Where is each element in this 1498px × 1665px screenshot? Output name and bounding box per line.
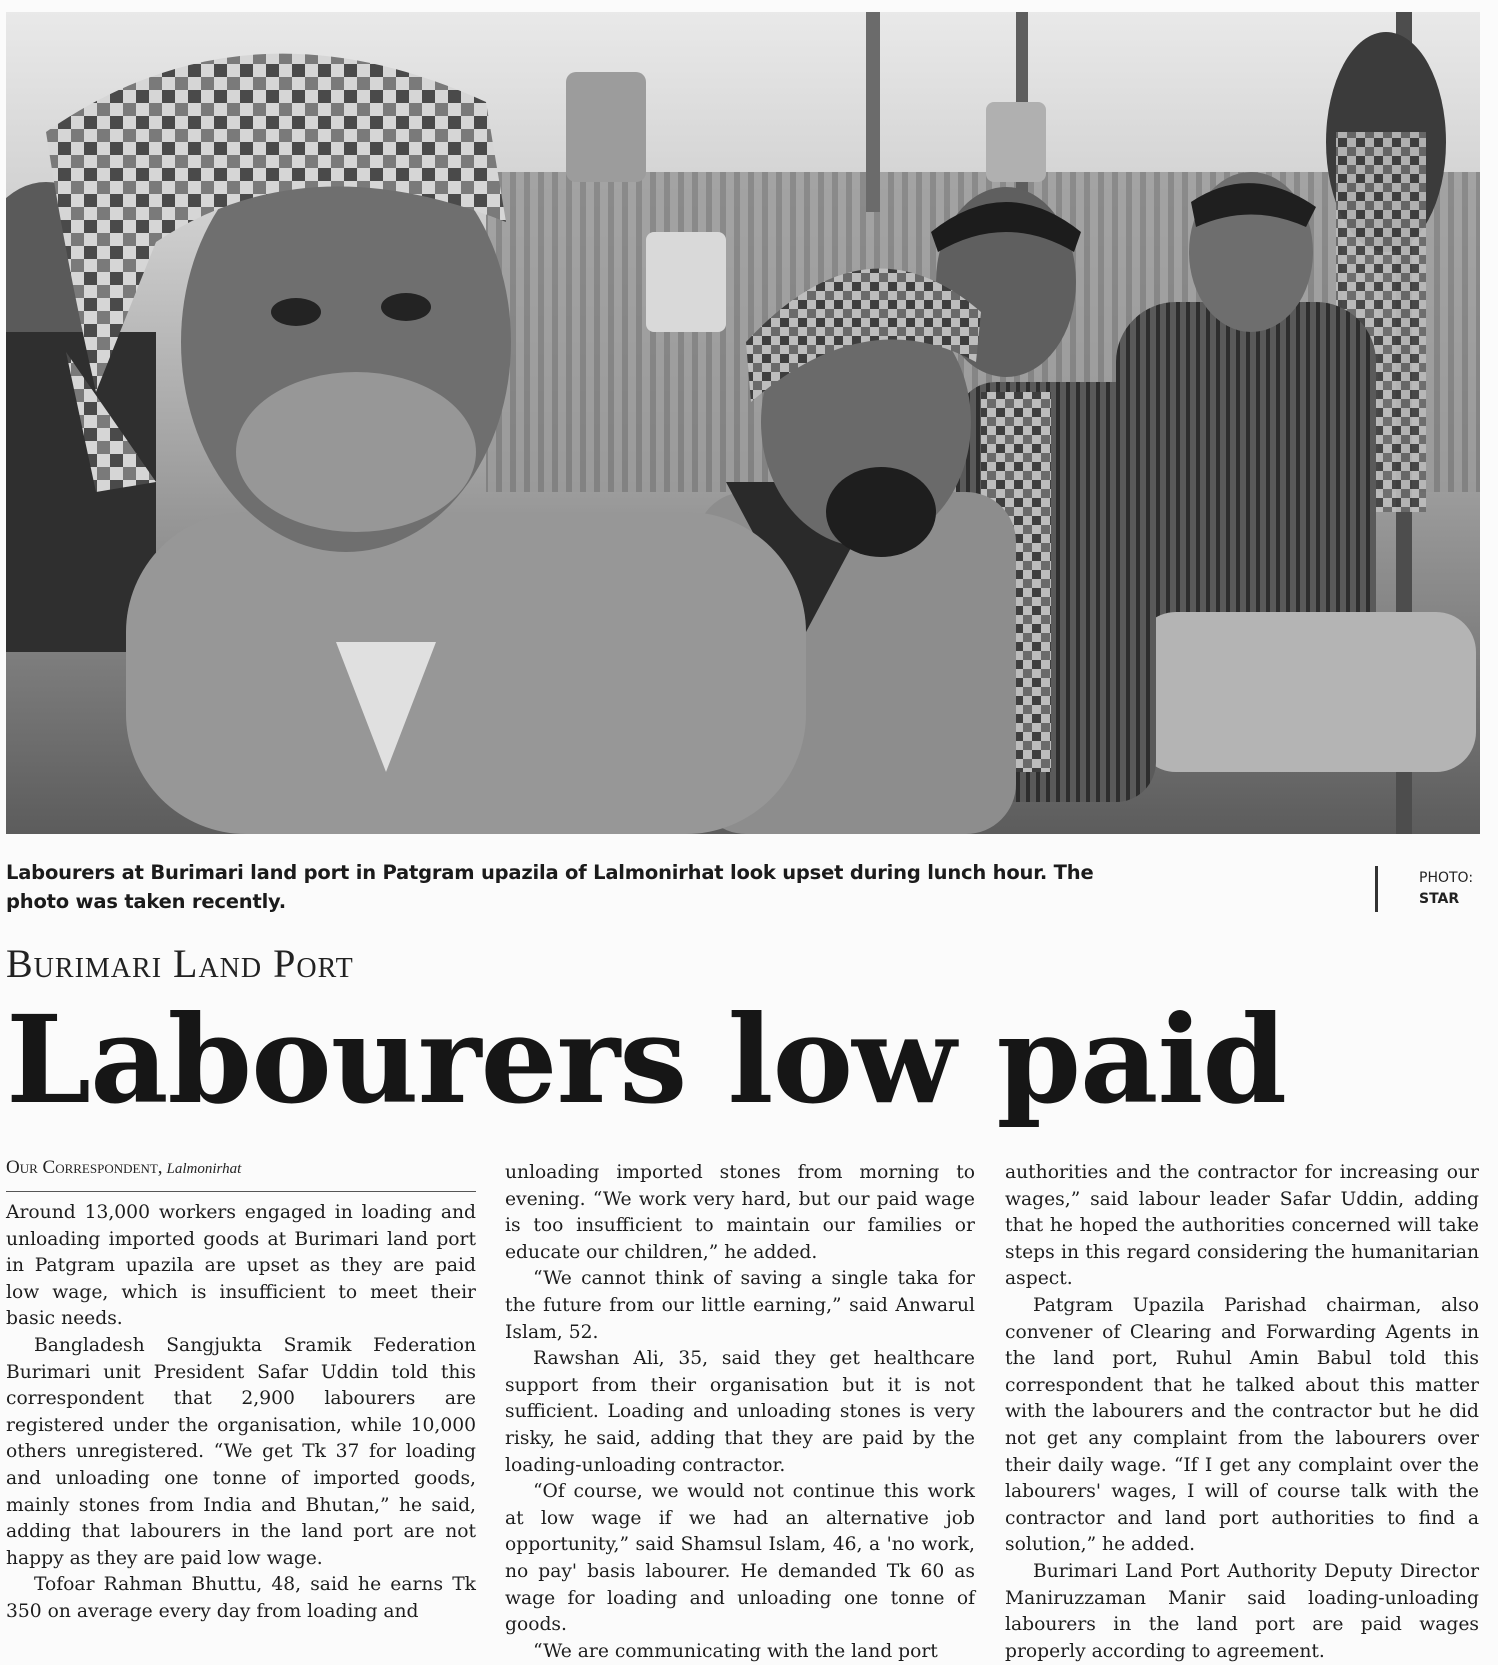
photo-credit [1419,868,1473,910]
article-column-3 [1005,1160,1479,1665]
byline-author: Our Correspondent, [6,1157,163,1178]
headline: Labourers low paid [6,988,1287,1131]
byline-location: Lalmonirhat [166,1161,242,1177]
photo-credit-source: STAR [1419,891,1460,907]
photo-illustration [6,12,1480,834]
paragraph: authorities and the contractor for increasing our wages,” said labour leader Safar Uddin, adding that he hoped the authorities concerned will take steps in this regard considering the humanitarian aspect. [1005,1162,1479,1290]
paragraph: Around 13,000 workers engaged in loading and unloading imported goods at Burimari land port in Patgram upazila are upset as they are paid low wage, which is insufficient to meet their basic needs. [6,1202,476,1330]
paragraph: “We cannot think of saving a single taka for the future from our little earning,” said Anwarul Islam, 52. [505,1268,975,1343]
credit-divider [1375,866,1378,912]
article-column-1 [6,1158,476,1626]
paragraph: Bangladesh Sangjukta Sramik Federation Burimari unit President Safar Uddin told this correspondent that 2,900 labourers are registered under the organisation, while 10,000 others unregistered. “We get Tk 37 for loading and unloading one tonne of imported goods, mainly stones from India and Bhutan,” he said, adding that labourers in the land port are not happy as they are paid low wage. [6,1334,476,1569]
paragraph: Burimari Land Port Authority Deputy Director Maniruzzaman Manir said loading-unloading labourers in the land port are paid wages properly according to agreement. [1005,1560,1479,1662]
byline [6,1156,476,1181]
paragraph: Tofoar Rahman Bhuttu, 48, said he earns Tk 350 on average every day from loading and [6,1574,476,1622]
paragraph: “Of course, we would not continue this work at low wage if we had an alternative job opportunity,” said Shamsul Islam, 46, a 'no work, no pay' basis labourer. He demanded Tk 60 as wage for loading and unloading one tonne of goods. [505,1481,975,1636]
photo-caption: Labourers at Burimari land port in Patgram upazila of Lalmonirhat look upset during lunch hour. The photo was taken recently. [6,861,1094,913]
photo-credit-label: PHOTO: [1419,870,1474,886]
paragraph: Rawshan Ali, 35, said they get healthcare support from their organisation but it is not sufficient. Loading and unloading stones is very risky, he said, adding that they are paid by the loading-unloading contractor. [505,1348,975,1476]
paragraph: unloading imported stones from morning to evening. “We work very hard, but our paid wage is too insufficient to maintain our families or educate our children,” he added. [505,1162,975,1263]
byline-rule [6,1191,476,1192]
news-photo [6,12,1480,834]
story-kicker: Burimari Land Port [6,941,354,986]
paragraph: Patgram Upazila Parishad chairman, also convener of Clearing and Forwarding Agents in the land port, Ruhul Amin Babul told this correspondent that he talked about this matter with the labourers and the contractor but he did not get any complaint from the labourers over their daily wage. “If I get any complaint over the labourers' wages, I will of course talk with the contractor and land port authorities to find a solution,” he added. [1005,1294,1479,1556]
paragraph: “We are communicating with the land port [533,1640,938,1662]
article-column-2 [505,1160,975,1665]
